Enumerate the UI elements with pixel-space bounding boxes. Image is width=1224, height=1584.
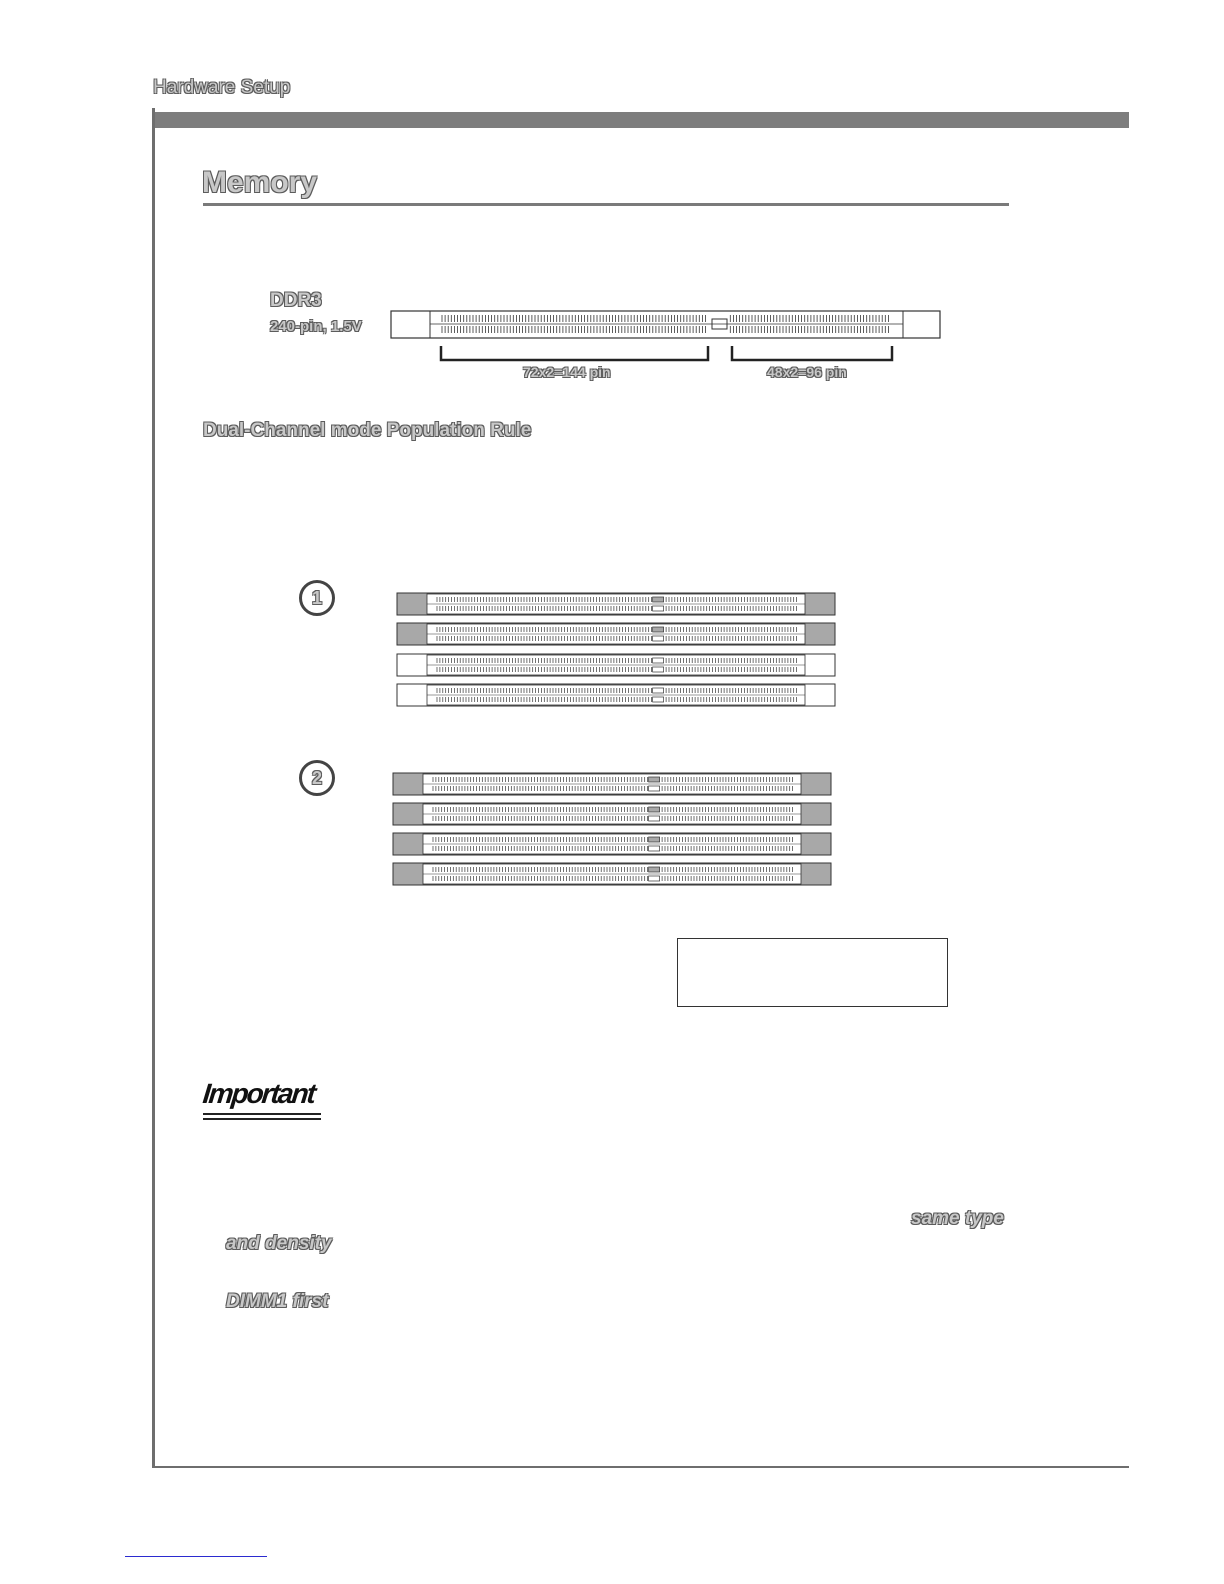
pin-bracket-left (441, 346, 708, 360)
dimm-slot-installed (397, 623, 835, 645)
section-label: Hardware Setup (153, 77, 291, 98)
legend-box (677, 938, 948, 1007)
important-underline (203, 1118, 321, 1120)
step-1-marker: 1 (299, 580, 335, 616)
module-type-label: DDR3 (270, 290, 322, 311)
page-title: Memory (202, 166, 318, 199)
pin-count-right: 48x2=96 pin (767, 364, 847, 380)
pin-count-left: 72x2=144 pin (523, 364, 611, 380)
dimm-slot-installed (393, 773, 831, 795)
dimm-slot-installed (393, 833, 831, 855)
population-rule-heading: Dual-Channel mode Population Rule (203, 420, 532, 441)
dimm-slot-empty (397, 684, 835, 706)
dimm-slot-installed (393, 863, 831, 885)
note-emphasis: same type (911, 1208, 1004, 1229)
dimm-slot-installed (397, 593, 835, 615)
important-underline (203, 1113, 321, 1115)
pin-bracket-right (732, 346, 892, 360)
dimm-slot-empty (397, 654, 835, 676)
dimm-slot-installed (393, 803, 831, 825)
note-emphasis: and density (226, 1233, 332, 1254)
population-option-2 (393, 773, 831, 885)
step-2-marker: 2 (299, 760, 335, 796)
note-emphasis: DIMM1 first (226, 1291, 329, 1312)
ddr3-module (391, 311, 940, 338)
important-heading: Important (201, 1078, 316, 1109)
population-option-1 (397, 593, 835, 706)
module-spec-label: 240-pin, 1.5V (270, 318, 362, 335)
